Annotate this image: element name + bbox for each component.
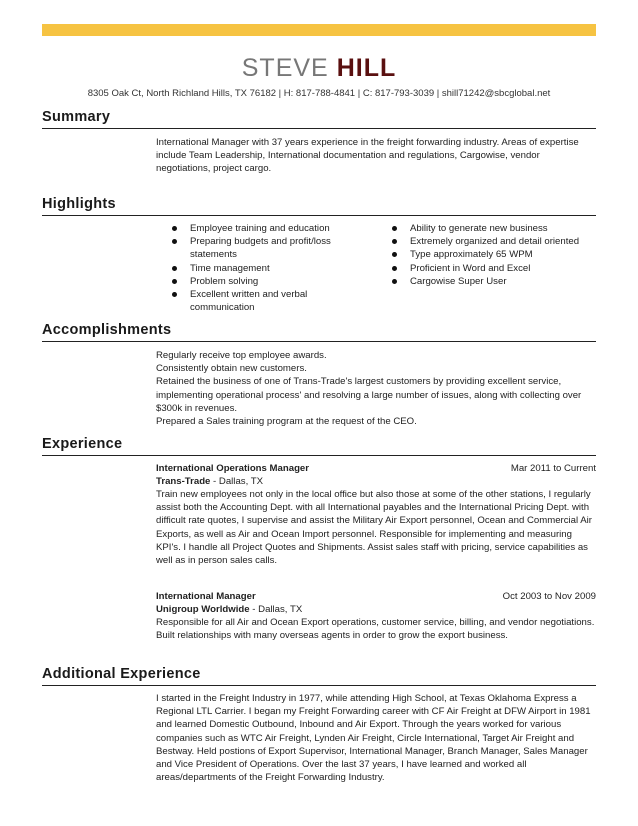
list-item: Prepared a Sales training program at the request of the CEO. <box>156 416 417 428</box>
list-item: Ability to generate new business <box>390 222 596 235</box>
accomplishments-list <box>156 349 596 428</box>
list-item: Retained the business of one of Trans-Trade's largest customers by providing excellent service, implementing operational process' and resolving a large number of issues, along with collecting over $300k in revenues. <box>156 376 582 414</box>
summary-section <box>42 108 596 175</box>
job-dates: Mar 2011 to Current <box>510 463 596 474</box>
highlights-left-list <box>170 222 372 314</box>
list-item: Problem solving <box>170 275 372 288</box>
bullet-icon <box>172 279 177 284</box>
job-entry <box>156 590 596 642</box>
job-title: International Manager <box>156 591 256 603</box>
list-item: Consistently obtain new customers. <box>156 363 307 375</box>
company-name: Unigroup Worldwide <box>156 604 250 616</box>
section-title-summary: Summary <box>42 108 596 129</box>
bullet-icon <box>172 266 177 271</box>
bullet-icon <box>172 226 177 231</box>
section-title-experience: Experience <box>42 435 596 456</box>
company-location: - Dallas, TX <box>210 476 263 487</box>
job-entry <box>156 462 596 567</box>
list-item: Preparing budgets and profit/loss statements <box>170 235 372 261</box>
list-item: Type approximately 65 WPM <box>390 248 596 261</box>
accomplishments-section <box>42 321 596 428</box>
bullet-icon <box>392 252 397 257</box>
bullet-icon <box>172 239 177 244</box>
bullet-icon <box>392 279 397 284</box>
list-item: Extremely organized and detail oriented <box>390 235 596 248</box>
highlights-right-list <box>390 222 596 288</box>
list-item: Time management <box>170 262 372 275</box>
highlights-section <box>42 195 596 314</box>
bullet-icon <box>392 226 397 231</box>
list-item: Regularly receive top employee awards. <box>156 350 327 361</box>
section-title-additional-experience: Additional Experience <box>42 665 596 686</box>
bullet-icon <box>392 239 397 244</box>
additional-experience-section <box>42 665 596 784</box>
top-accent-bar <box>42 24 596 36</box>
summary-text <box>156 136 596 176</box>
experience-section <box>42 435 596 642</box>
list-item: Cargowise Super User <box>390 275 596 288</box>
list-item: Proficient in Word and Excel <box>390 262 596 275</box>
additional-experience-text <box>156 692 596 784</box>
job-description: Train new employees not only in the local office but also those at some of the other stations, I regularly assist both the Accounting Dept. with all International payables and the International Pricing Dept. with difficult rate quotes, I supervise and assist the Military Air Export personnel, Ocean and Commercial Air Exports, as well as Air and Ocean Import personnel. Responsible for implementing and measuring KPI's. I handle all Project Quotes and Shipments. Assist sales staff with pricing, service capabilities as well as in person sales calls. <box>156 489 593 567</box>
list-item: Employee training and education <box>170 222 372 235</box>
summary-paragraph: International Manager with 37 years experience in the freight forwarding industry. Areas of expertise include Team Leadership, International documentation and regulations, Cargowise, vendor negotiations, project cargo. <box>156 137 579 175</box>
last-name: HILL <box>336 54 397 82</box>
candidate-name <box>0 53 638 83</box>
bullet-icon <box>172 292 177 297</box>
additional-paragraph: I started in the Freight Industry in 1977, while attending High School, at Texas Oklahoma Express a Regional LTL Carrier. I began my Freight Forwarding career with CF Air Freight at DFW Airport in 1981 and learned Domestic Outbound, Inbound and Air Export. Through the years worked for various companies such as WTC Air Freight, Lynden Air Freight, Circle International, Target Air Freight and Bestway. Held postions of Export Supervisor, International Manager, Branch Manager, Sales Manager and Vice President of Operations. Over the last 37 years, I have learned and worked all areas/departments of the Freight Forwarding Industry. <box>156 693 591 784</box>
bullet-icon <box>392 266 397 271</box>
job-title: International Operations Manager <box>156 463 309 474</box>
section-title-highlights: Highlights <box>42 195 596 216</box>
experience-jobs <box>156 462 596 643</box>
contact-line: 8305 Oak Ct, North Richland Hills, TX 76182 | H: 817-788-4841 | C: 817-793-3039 | shill71242@sbcglobal.net <box>87 88 551 99</box>
first-name: STEVE <box>241 54 329 82</box>
job-description: Responsible for all Air and Ocean Export operations, customer service, billing, and vendor negotiations. Built relationships with many overseas agents in order to grow the export business. <box>156 617 595 642</box>
section-title-accomplishments: Accomplishments <box>42 321 596 342</box>
job-dates: Oct 2003 to Nov 2009 <box>502 591 596 603</box>
company-location: - Dallas, TX <box>249 604 303 616</box>
list-item: Excellent written and verbal communication <box>170 288 372 314</box>
company-name: Trans-Trade <box>156 476 211 487</box>
